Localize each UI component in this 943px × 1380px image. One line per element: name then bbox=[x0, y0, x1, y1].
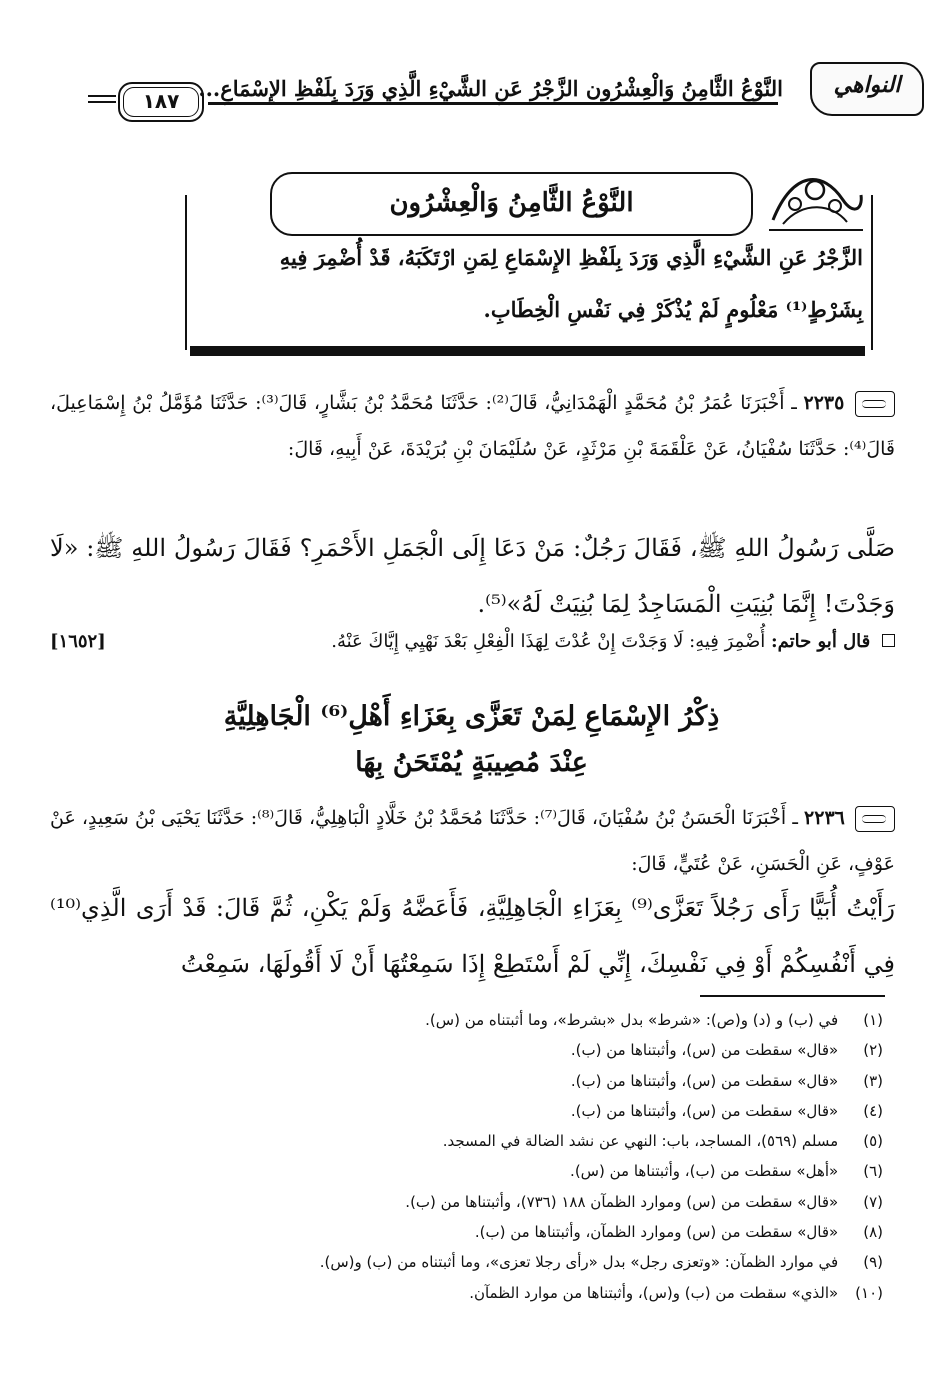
comment-label: قال أبو حاتم: bbox=[771, 631, 871, 652]
footnote: (٨) «قال» سقطت من (س) وموارد الظمآن، وأثبتناها من (ب). bbox=[474, 1223, 883, 1242]
footnote: (١٠) «الذي» سقطت من (ب) و(س)، وأثبتناها من موارد الظمآن. bbox=[469, 1283, 883, 1302]
hadith-2235-isnad bbox=[50, 380, 895, 472]
section-badge bbox=[810, 62, 924, 116]
section-heading-line-1: ذِكْرُ الإِسْمَاعِ لِمَنْ تَعَزَّى بِعَزَاءِ أَهْلِ⁽⁶⁾ الْجَاهِلِيَّةِ bbox=[223, 701, 720, 732]
comment-text: أُضْمِرَ فِيهِ: لَا وَجَدْتَ إِنْ عُدْتَ لِهَذَا الْفِعْلِ بَعْدَ نَهْيِي إِيَّاكَ عَنْهُ. bbox=[331, 631, 766, 652]
footnote: (٩) في موارد الظمآن: «وتعزى رجل» بدل «رأى رجلا تعزى»، وما أثبتناه من (ب) و(س). bbox=[319, 1253, 883, 1272]
chapter-title: النَّوْعُ الثَّامِنُ وَالْعِشْرُون bbox=[389, 188, 634, 218]
footnotes bbox=[60, 1005, 883, 1308]
chapter-title-box bbox=[270, 172, 753, 236]
page-number-box bbox=[118, 82, 204, 122]
footnote: (١) في (ب) و (د) و(ص): «شرط» بدل «بشرط»، وما أثبتناه من (س). bbox=[425, 1011, 883, 1029]
header-lead-line bbox=[88, 95, 116, 103]
footnote: (٤) «قال» سقطت من (س)، وأثبتناها من (ب). bbox=[570, 1101, 883, 1120]
hadith-number: ٢٢٣٦ bbox=[804, 807, 845, 829]
page-number: ١٨٧ bbox=[142, 89, 180, 113]
square-bullet-icon bbox=[882, 634, 895, 647]
chapter-bottom-rule bbox=[190, 346, 865, 356]
hadith-isnad-text: ـ أَخْبَرَنَا الْحَسَنُ بْنُ سُفْيَانَ، قَالَ⁽⁷⁾: حَدَّثَنَا مُحَمَّدُ بْنُ خَلَّادٍ الْبَاهِلِيُّ، قَالَ⁽⁸⁾: حَدَّثَنَا يَحْيَى بْنُ سَعِيدٍ، عَنْ عَوْفٍ، عَنِ الْحَسَنِ، عَنْ عُتَيٍّ، قَالَ: bbox=[50, 807, 895, 875]
section-heading-line-2: عِنْدَ مُصِيبَةٍ يُمْتَحَنُ بِهَا bbox=[355, 747, 588, 778]
hadith-reference: [١٦٥٢] bbox=[50, 631, 106, 652]
section-badge-label: النواهي bbox=[833, 72, 901, 98]
footnote: (٧) «قال» سقطت من (س) وموارد الظمآن ١٨٨ (٧٣٦)، وأثبتناها من (ب). bbox=[405, 1192, 883, 1211]
footnote: (٢) «قال» سقطت من (س)، وأثبتناها من (ب). bbox=[570, 1041, 883, 1060]
chapter-description-line-2: بِشَرْطٍ⁽¹⁾ مَعْلُومٍ لَمْ يُذْكَرْ فِي نَفْسِ الْخِطَابِ. bbox=[483, 297, 863, 322]
footnote-rule bbox=[700, 995, 885, 997]
hadith-number: ٢٢٣٥ bbox=[803, 392, 845, 414]
footnote: (٣) «قال» سقطت من (س)، وأثبتناها من (ب). bbox=[570, 1071, 883, 1090]
footnote: (٥) مسلم (٥٦٩)، المساجد، باب: النهي عن نشد الضالة في المسجد. bbox=[442, 1132, 883, 1151]
hadith-isnad-text: ـ أَخْبَرَنَا عُمَرُ بْنُ مُحَمَّدٍ الْهَمْدَانِيُّ، قَالَ⁽²⁾: حَدَّثَنَا مُحَمَّدُ بْنُ بَشَّارٍ، قَالَ⁽³⁾: حَدَّثَنَا مُؤَمَّلُ بْنُ إِسْمَاعِيلَ، قَالَ⁽⁴⁾: حَدَّثَنَا سُفْيَانُ، عَنْ عَلْقَمَةَ بْنِ مَرْثَدٍ، عَنْ سُلَيْمَانَ بْنِ بُرَيْدَةَ، عَنْ أَبِيهِ، قَالَ: bbox=[50, 392, 895, 460]
hadith-2235-comment bbox=[50, 626, 895, 658]
hadith-2236-matn: رَأَيْتُ أُبَيًّا رَأَى رَجُلاً تَعَزَّى⁽⁹⁾ بِعَزَاءِ الْجَاهِلِيَّةِ، فَأَعَضَّهُ وَلَمْ يَكْنِ، ثُمَّ قَالَ: قَدْ أَرَى الَّذِي⁽¹⁰⁾ فِي أَنْفُسِكُمْ أَوْ فِي نَفْسِكَ، إِنِّي لَمْ أَسْتَطِعْ إِذَا سَمِعْتُهَا أَنْ لَا أَقُولَهَا، سَمِعْتُ bbox=[50, 894, 896, 978]
running-header bbox=[88, 58, 928, 118]
running-title: النَّوْعُ الثَّامِنُ وَالْعِشْرُون الزَّجْرُ عَنِ الشَّيْءِ الَّذِي وَرَدَ بِلَفْظِ الإِسْمَاعِ... bbox=[198, 76, 783, 101]
ornament-icon bbox=[763, 160, 867, 234]
hadith-2235-matn: صَلَّى رَسُولُ اللهِ ﷺ، فَقَالَ رَجُلٌ: مَنْ دَعَا إِلَى الْجَمَلِ الأَحْمَرِ؟ فَقَالَ رَسُولُ اللهِ ﷺ: «لَا وَجَدْتَ! إِنَّمَا بُنِيَتِ الْمَسَاجِدُ لِمَا بُنِيَتْ لَهُ»⁽⁵⁾. bbox=[50, 534, 895, 618]
footnote: (٦) «أهل» سقطت من (ب)، وأثبتناها من (س). bbox=[570, 1162, 883, 1181]
hadith-2236-isnad bbox=[50, 795, 895, 887]
header-rule bbox=[208, 102, 778, 105]
hadith-marker-icon bbox=[855, 391, 895, 417]
hadith-marker-icon bbox=[855, 806, 895, 832]
chapter-description-line-1: الزَّجْرُ عَنِ الشَّيْءِ الَّذِي وَرَدَ بِلَفْظِ الإِسْمَاعِ لِمَنِ ارْتَكَبَهُ، قَدْ أُضْمِرَ فِيهِ bbox=[279, 245, 863, 270]
